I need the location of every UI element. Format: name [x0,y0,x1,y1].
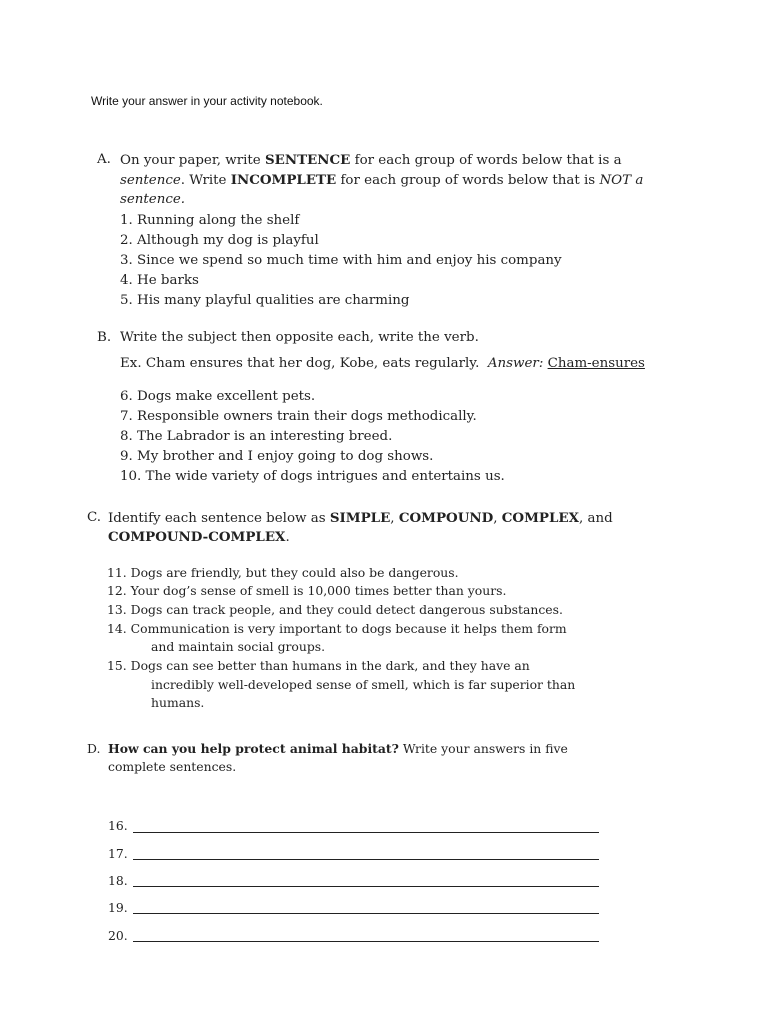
section-d-letter: D. [87,741,101,756]
keyword-complex: COMPLEX [501,510,579,526]
text: . [285,530,290,545]
text: . Write [180,173,231,188]
text: for each group of words below that is [336,173,600,188]
keyword-simple: SIMPLE [329,510,391,526]
list-item: 14. Communication is very important to dogs because it helps them form [107,621,567,636]
text: sentence [120,173,181,188]
keyword-compound: COMPOUND [398,510,494,526]
section-a-line-2 [120,172,643,188]
text: On your paper, write [120,153,265,168]
list-item: 2. Although my dog is playful [120,233,319,248]
list-item-continuation: humans. [151,695,205,710]
list-item: 10. The wide variety of dogs intrigues and entertains us. [120,469,505,484]
section-b-example [120,356,645,371]
section-b-letter: B. [97,330,112,345]
list-item: 8. The Labrador is an interesting breed. [120,429,393,444]
text: for each group of words below that is a [350,153,622,168]
example-text: Ex. Cham ensures that her dog, Kobe, eats regularly. [120,356,480,371]
list-item: 5. His many playful qualities are charming [120,293,410,308]
section-c-letter: C. [87,510,102,525]
answer-blank-line [133,832,599,833]
list-item: 3. Since we spend so much time with him and enjoy his company [120,253,562,268]
answer-blank-line [133,886,599,887]
intro-instruction: Write your answer in your activity notebook. [91,94,323,108]
section-b-instruction: Write the subject then opposite each, write the verb. [120,330,479,345]
text: , [493,511,502,526]
keyword-incomplete: INCOMPLETE [230,172,337,188]
answer-blank-line [133,913,599,914]
blank-number: 17. [108,846,128,861]
list-item: 1. Running along the shelf [120,213,300,228]
answer-value: Cham-ensures [547,356,645,371]
answer-label: Answer: [487,356,544,371]
section-c-line-2 [108,529,290,545]
section-a-letter: A. [97,152,111,167]
list-item: 6. Dogs make excellent pets. [120,389,316,404]
section-a-line-1 [120,152,622,168]
blank-number: 16. [108,818,128,833]
section-d-question-line [108,741,568,756]
list-item-continuation: incredibly well-developed sense of smell, which is far superior than [151,677,576,692]
list-item: 11. Dogs are friendly, but they could also be dangerous. [107,565,459,580]
section-a-line-3: sentence. [120,192,186,207]
list-item: 7. Responsible owners train their dogs methodically. [120,409,477,424]
list-item: 12. Your dog’s sense of smell is 10,000 times better than yours. [107,583,507,598]
list-item-continuation: and maintain social groups. [151,639,326,654]
section-c-line-1 [108,510,613,526]
blank-number: 20. [108,928,128,943]
list-item: 15. Dogs can see better than humans in the dark, and they have an [107,658,530,673]
answer-blank-line [133,941,599,942]
text: NOT a [599,173,644,188]
text: , [390,511,399,526]
answer-blank-line [133,859,599,860]
blank-number: 19. [108,900,128,915]
keyword-compound-complex: COMPOUND-COMPLEX [108,529,286,545]
list-item: 9. My brother and I enjoy going to dog shows. [120,449,434,464]
list-item: 4. He barks [120,273,199,288]
list-item: 13. Dogs can track people, and they could detect dangerous substances. [107,602,563,617]
blank-number: 18. [108,873,128,888]
text: Write your answers in five [398,741,568,756]
text: , and [578,511,613,526]
text: Identify each sentence below as [108,511,330,526]
section-d-instruction-2: complete sentences. [108,759,237,774]
question-text: How can you help protect animal habitat? [108,741,399,756]
keyword-sentence: SENTENCE [264,152,351,168]
